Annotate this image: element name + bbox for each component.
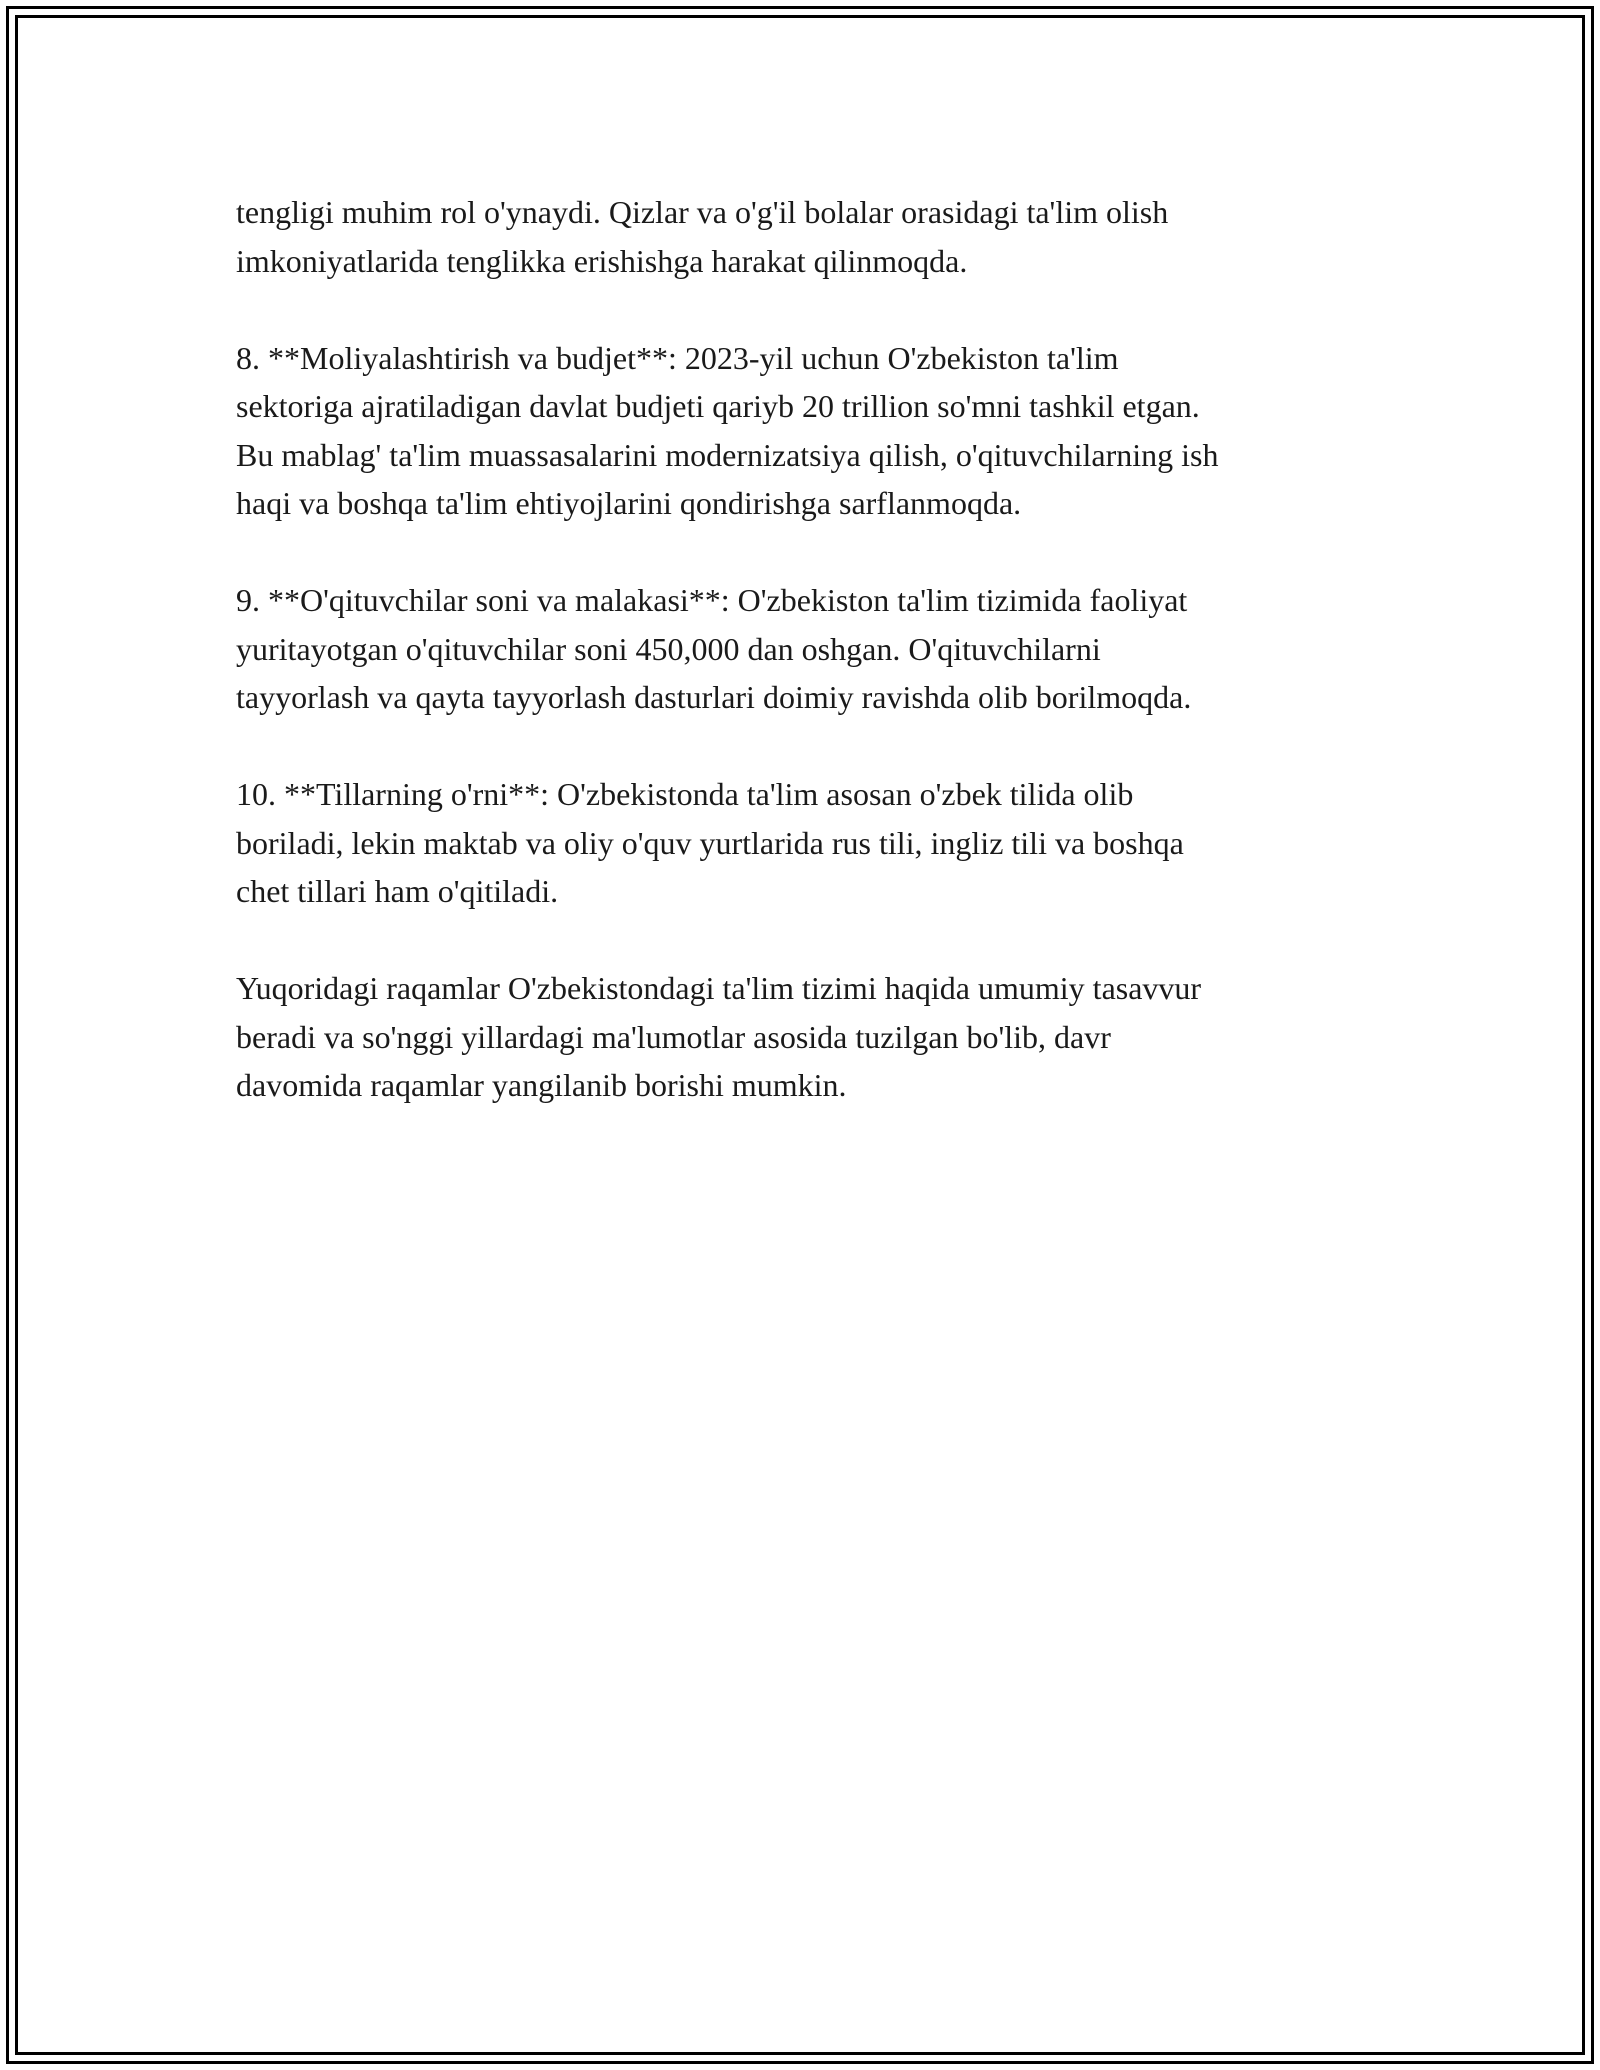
paragraph-gender-equality-continued: tengligi muhim rol o'ynaydi. Qizlar va o'g'il bolalar orasidagi ta'lim olish imkoniyatlarida tenglikka erishishga harakat qilinmoqda. xyxy=(236,194,1169,279)
paragraph-languages: 10. **Tillarning o'rni**: O'zbekistonda ta'lim asosan o'zbek tilida olib boriladi, lekin maktab va oliy o'quv yurtlarida rus tili, ingliz tili va boshqa chet tillari ham o'qitiladi. xyxy=(236,776,1184,909)
paragraph-funding-budget: 8. **Moliyalashtirish va budjet**: 2023-yil uchun O'zbekiston ta'lim sektoriga ajratiladigan davlat budjeti qariyb 20 trillion so'mni tashkil etgan. Bu mablag' ta'lim muassasalarini modernizatsiya qilish, o'qituvchilarning ish haqi va boshqa ta'lim ehtiyojlarini qondirishga sarflanmoqda. xyxy=(236,339,1219,521)
paragraph-conclusion: Yuqoridagi raqamlar O'zbekistondagi ta'lim tizimi haqida umumiy tasavvur beradi va so'nggi yillardagi ma'lumotlar asosida tuzilgan bo'lib, davr davomida raqamlar yangilanib borishi mumkin. xyxy=(236,970,1202,1103)
document-body xyxy=(236,188,1396,1110)
paragraph-teachers-count: 9. **O'qituvchilar soni va malakasi**: O'zbekiston ta'lim tizimida faoliyat yuritayotgan o'qituvchilar soni 450,000 dan oshgan. O'qituvchilarni tayyorlash va qayta tayyorlash dasturlari doimiy ravishda olib borilmoqda. xyxy=(236,582,1192,715)
